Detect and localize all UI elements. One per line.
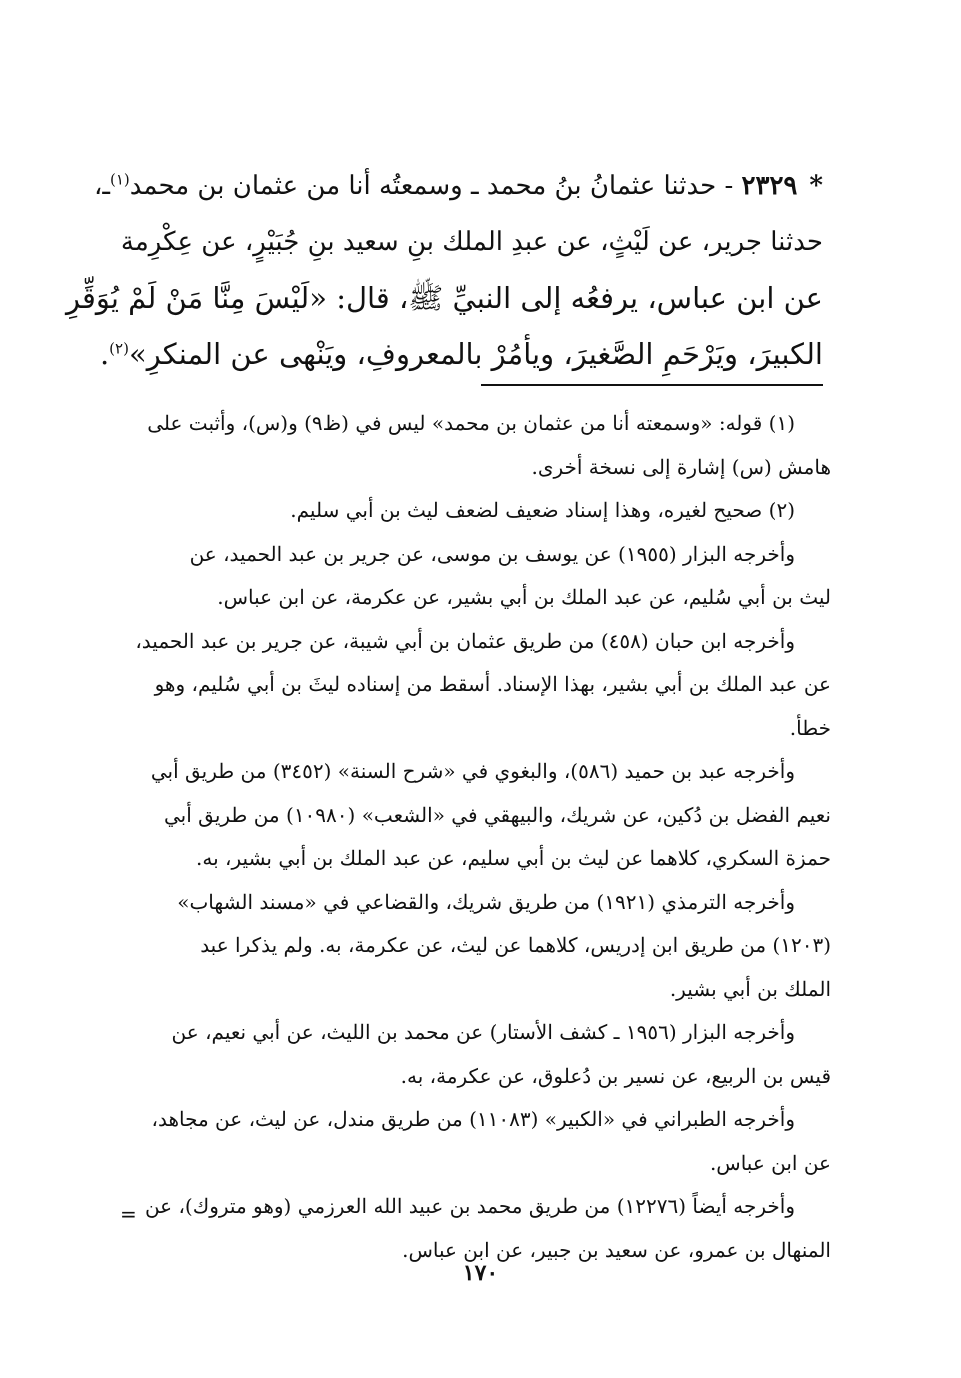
- hadith-number: ٢٣٢٩: [741, 171, 798, 201]
- footnote-line: (١٢٠٣) من طريق ابن إدريس، كلاهما عن ليث، عن عكرمة، به. ولم يذكرا عبد: [200, 933, 831, 957]
- hadith-line-1: [93, 158, 823, 214]
- hadith-line-2: حدثنا جرير، عن لَيْثٍ، عن عبدِ الملك بنِ سعيد بنِ جُبَيْرٍ، عن عِكْرِمة: [120, 227, 823, 257]
- hadith-line-4-text: الكبيرَ، ويَرْحَمِ الصَّغيرَ، ويأمُرْ بالمعروفِ، ويَنْهى عن المنكرِ»: [128, 337, 823, 371]
- footnote-paragraph: [130, 1185, 831, 1272]
- footnote-line: وأخرجه البزار (١٩٥٦ ـ كشف الأستار) عن محمد بن الليث، عن أبي نعيم، عن: [171, 1020, 795, 1044]
- hadith-line-4: [99, 326, 823, 382]
- footnote-line: عن عبد الملك بن أبي بشير، بهذا الإسناد. أسقط من إسناده ليثَ بن أبي سُليم، وهو: [154, 672, 831, 696]
- footnote-line: خطأ.: [789, 715, 831, 740]
- hadith-line-1-end: ـ،: [93, 171, 110, 201]
- footnote-line: وأخرجه أيضاً (١٢٢٧٦) من طريق محمد بن عبيد الله العرزمي (وهو متروك)، عن: [144, 1194, 795, 1218]
- footnote-line: وأخرجه البزار (١٩٥٥) عن يوسف بن موسى، عن جرير بن عبد الحميد، عن: [189, 541, 795, 566]
- footnote-line: (٢) صحيح لغيره، وهذا إسناد ضعيف لضعف ليث بن أبي سليم.: [290, 498, 795, 522]
- footnote-line: وأخرجه الترمذي (١٩٢١) من طريق شريك، والقضاعي في «مسند الشهاب»: [177, 889, 795, 914]
- footnote-line: وأخرجه ابن حبان (٤٥٨) من طريق عثمان بن أبي شيبة، عن جرير بن عبد الحميد،: [135, 628, 795, 653]
- footnote-line: (١) قوله: «وسمعته أنا من عثمان بن محمد» ليس في (ظ٩) و(س)، وأثبت على: [147, 411, 795, 435]
- continuation-mark: =: [120, 1202, 137, 1226]
- footnote-1: [130, 402, 831, 489]
- footnote-line: المنهال بن عمرو، عن سعيد بن جبير، عن ابن عباس.: [402, 1237, 831, 1262]
- footnotes: [130, 402, 831, 1272]
- footnote-paragraph: [130, 1011, 831, 1098]
- footnote-paragraph: [130, 533, 831, 620]
- footnote-paragraph: [130, 1098, 831, 1185]
- page-number: ١٧٠: [462, 1260, 499, 1286]
- footnote-line: وأخرجه عبد بن حميد (٥٨٦)، والبغوي في «شرح السنة» (٣٤٥٢) من طريق أبي: [150, 759, 795, 783]
- footnote-line: قيس بن الربيع، عن نسير بن دُعلوق، عن عكرمة، به.: [400, 1063, 831, 1088]
- footnote-ref-2: (٢): [109, 339, 129, 358]
- footnote-paragraph: [130, 620, 831, 751]
- footnote-line: هامش (س) إشارة إلى نسخة أخرى.: [531, 454, 831, 479]
- footnote-paragraph: [130, 750, 831, 881]
- footnote-line: حمزة السكري، كلاهما عن ليث بن أبي سليم، عن عبد الملك بن أبي بشير، به.: [196, 846, 831, 870]
- hadith-line-4-end: .: [99, 337, 110, 371]
- footnote-ref-1: (١): [110, 170, 130, 189]
- footnote-line: الملك بن أبي بشير.: [669, 976, 831, 1001]
- footnote-line: ليث بن أبي سُليم، عن عبد الملك بن أبي بشير، عن عكرمة، عن ابن عباس.: [217, 585, 831, 609]
- hadith-text: [66, 158, 823, 382]
- footnote-2: [130, 489, 831, 533]
- hadith-line-3: عن ابن عباس، يرفعُه إلى النبيِّ ﷺ، قال: «لَيْسَ مِنَّا مَنْ لَمْ يُوَقِّرِ: [66, 281, 823, 315]
- footnote-separator: [481, 384, 823, 386]
- footnote-line: نعيم الفضل بن دُكين، عن شريك، والبيهقي في «الشعب» (١٠٩٨٠) من طريق أبي: [164, 802, 831, 827]
- footnote-paragraph: [130, 881, 831, 1012]
- footnote-line: وأخرجه الطبراني في «الكبير» (١١٠٨٣) من طريق مندل، عن ليث، عن مجاهد،: [151, 1107, 795, 1131]
- footnote-line: عن ابن عباس.: [709, 1150, 831, 1175]
- hadith-marker: *: [809, 171, 823, 201]
- hadith-line-1-text: - حدثنا عثمانُ بنُ محمد ـ وسمعتُه أنا من عثمان بن محمد: [129, 171, 734, 201]
